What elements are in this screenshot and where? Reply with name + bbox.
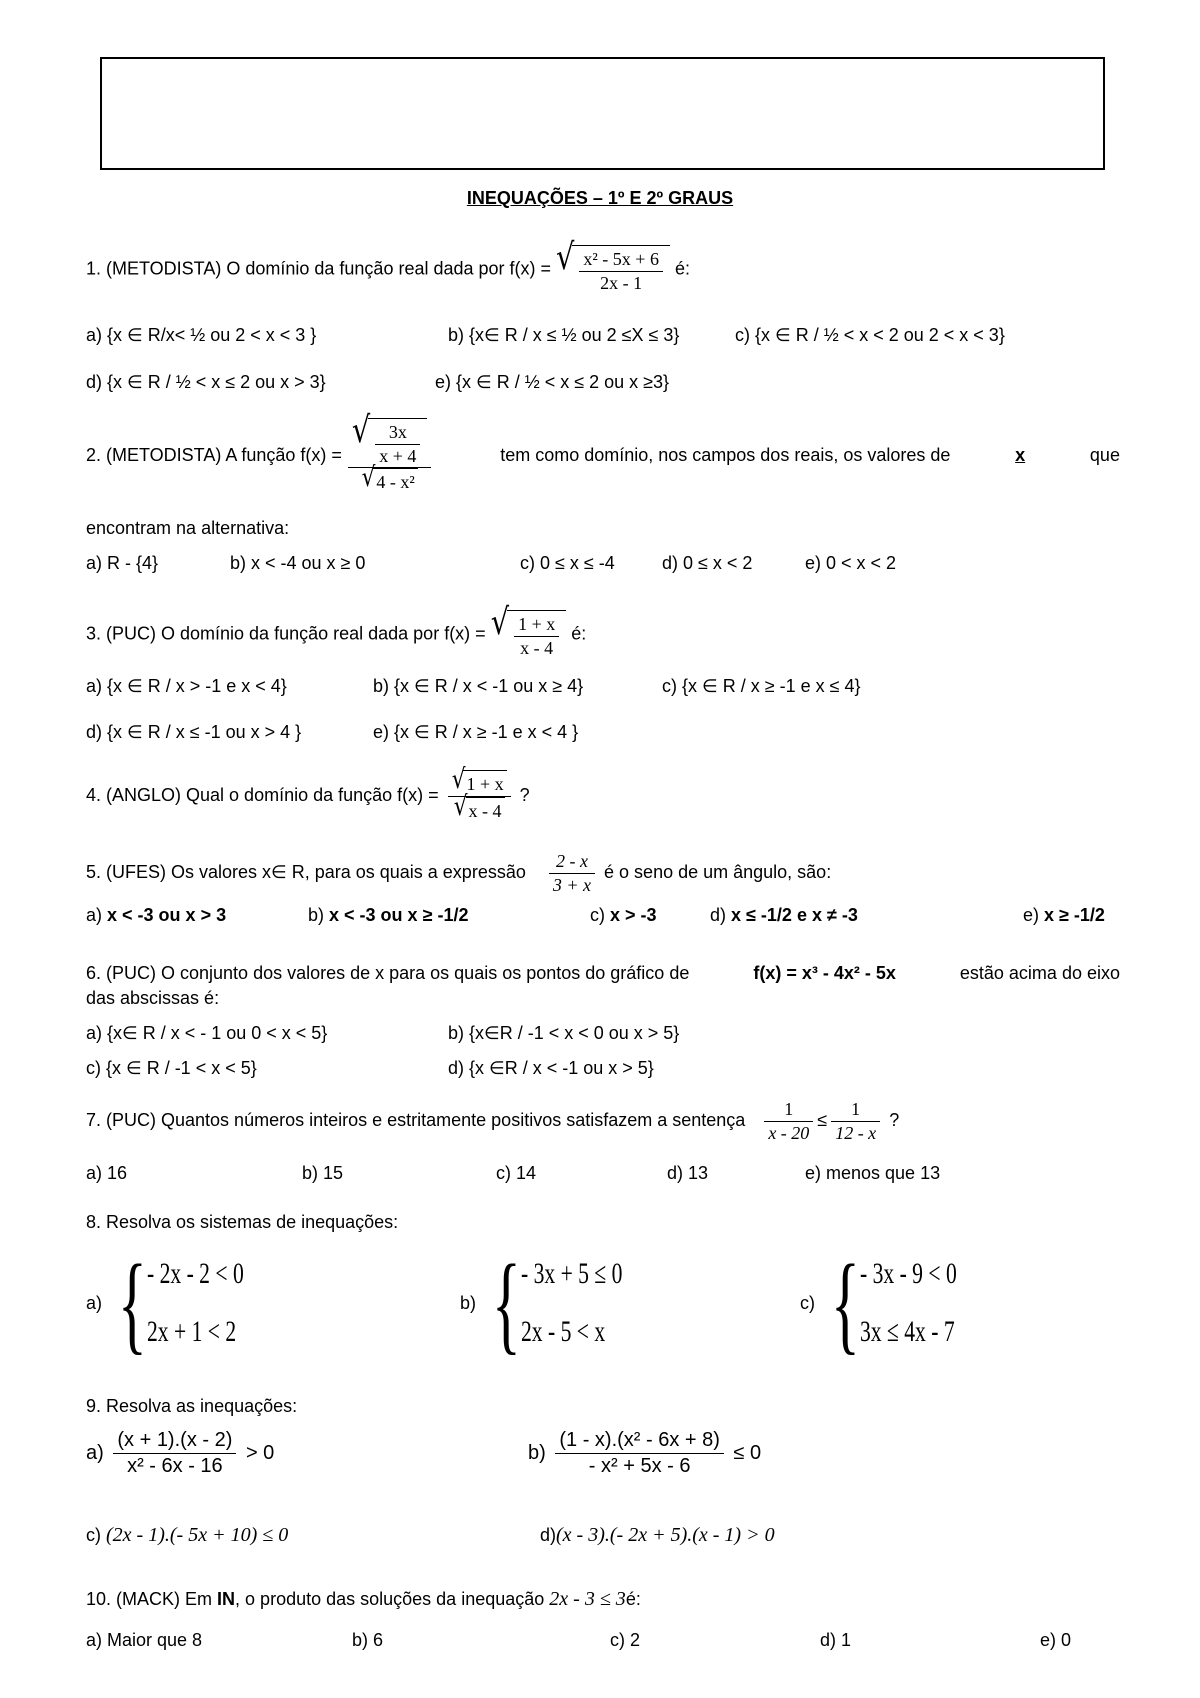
question-4-text: 4. (ANGLO) Qual o domínio da função f(x) = bbox=[86, 784, 439, 805]
q2-line-2: encontram na alternativa: bbox=[86, 518, 290, 538]
q7-option-c: c) 14 bbox=[496, 1163, 537, 1183]
q5-option-c: c) x > -3 bbox=[590, 905, 657, 925]
q4-numerator: 1 + x bbox=[463, 770, 506, 796]
question-5 bbox=[86, 850, 831, 896]
q6-option-b: b) {x∈R / -1 < x < 0 ou x > 5} bbox=[448, 1023, 680, 1043]
q4-denominator: x - 4 bbox=[466, 797, 505, 823]
q5-option-a: a) x < -3 ou x > 3 bbox=[86, 905, 227, 925]
q5-option-b: b) x < -3 ou x ≥ -1/2 bbox=[308, 905, 469, 925]
q2-denominator: 4 - x² bbox=[373, 468, 417, 494]
question-9: 9. Resolva as inequações: bbox=[86, 1396, 298, 1416]
q5-denominator: 3 + x bbox=[552, 874, 592, 895]
q9-item-c: c) (2x - 1).(- 5x + 10) ≤ 0 bbox=[86, 1524, 289, 1546]
q8-system-a: a) { - 2x - 2 < 0 2x + 1 < 2 bbox=[86, 1242, 244, 1364]
q1-option-d: d) {x ∈ R / ½ < x ≤ 2 ou x > 3} bbox=[86, 372, 326, 392]
q5-option-e: e) x ≥ -1/2 bbox=[1023, 905, 1105, 925]
header-box bbox=[100, 57, 1105, 170]
q1-option-b: b) {x∈ R / x ≤ ½ ou 2 ≤X ≤ 3} bbox=[448, 325, 680, 345]
q2-inner-denominator: x + 4 bbox=[379, 445, 417, 466]
q2-option-e: e) 0 < x < 2 bbox=[805, 553, 897, 573]
q3-option-d: d) {x ∈ R / x ≤ -1 ou x > 4 } bbox=[86, 722, 302, 742]
q9-item-a: a) $\frac{(x + 1).(x - 2)}{\text{x² - 6x - 16}}$ > 0 bbox=[86, 1429, 275, 1477]
q7-option-d: d) 13 bbox=[667, 1163, 709, 1183]
q2-option-b: b) x < -4 ou x ≥ 0 bbox=[230, 553, 366, 573]
q2-rest-a: tem como domínio, nos campos dos reais, os valores de bbox=[500, 445, 951, 466]
q6-text-a: 6. (PUC) O conjunto dos valores de x para os quais os pontos do gráfico de bbox=[86, 963, 690, 983]
q1-option-e: e) {x ∈ R / ½ < x ≤ 2 ou x ≥3} bbox=[435, 372, 670, 392]
q3-option-b: b) {x ∈ R / x < -1 ou x ≥ 4} bbox=[373, 676, 584, 696]
question-7 bbox=[86, 1098, 899, 1144]
q7-fraction-1: $\frac{1}{x - 20}$ bbox=[764, 1098, 813, 1144]
q3-option-e: e) {x ∈ R / x ≥ -1 e x < 4 } bbox=[373, 722, 579, 742]
q1-numerator: x² - 5x + 6 bbox=[579, 248, 663, 272]
question-4 bbox=[86, 764, 530, 823]
q4-after: ? bbox=[519, 784, 530, 805]
q6-text-b: estão acima do eixo bbox=[959, 963, 1120, 983]
question-3 bbox=[86, 600, 587, 659]
worksheet-title: INEQUAÇÕES – 1º E 2º GRAUS bbox=[466, 188, 734, 208]
question-10: 10. (MACK) Em IN, o produto das soluções da inequação 2x - 3 ≤ 3é: bbox=[86, 1588, 641, 1610]
q2-option-a: a) R - {4} bbox=[86, 553, 159, 573]
q5-numerator: 2 - x bbox=[549, 850, 595, 874]
question-7-text: 7. (PUC) Quantos números inteiros e estritamente positivos satisfazem a sentença bbox=[86, 1109, 746, 1130]
q7-option-e: e) menos que 13 bbox=[805, 1163, 941, 1183]
question-5-text: 5. (UFES) Os valores x∈ R, para os quais a expressão bbox=[86, 861, 526, 882]
q7-fraction-2: $\frac{1}{12 - x}$ bbox=[831, 1098, 880, 1144]
q10-option-e: e) 0 bbox=[1040, 1630, 1072, 1650]
q7-after: ? bbox=[889, 1109, 900, 1130]
q3-after: é: bbox=[571, 623, 587, 644]
q3-sqrt: √ $\frac{1 + x}{x - 4}$ bbox=[491, 610, 567, 659]
q5-after: é o seno de um ângulo, são: bbox=[604, 861, 832, 882]
q2-variable: x bbox=[1015, 445, 1026, 466]
q5-option-d: d) x ≤ -1/2 e x ≠ -3 bbox=[710, 905, 858, 925]
q2-inner-numerator: 3x bbox=[375, 421, 420, 445]
q7-relation: ≤ bbox=[817, 1109, 828, 1130]
q1-after: é: bbox=[674, 258, 690, 279]
q1-option-a: a) {x ∈ R/x< ½ ou 2 < x < 3 } bbox=[86, 325, 317, 345]
q3-numerator: 1 + x bbox=[514, 613, 559, 637]
q6-option-a: a) {x∈ R / x < - 1 ou 0 < x < 5} bbox=[86, 1023, 328, 1043]
q4-fraction: √ 1 + x √ x - 4 bbox=[448, 770, 511, 822]
q1-sqrt: √ $\frac{\text{x² - 5x + 6}}{2x - 1}$ bbox=[556, 245, 670, 294]
q10-option-d: d) 1 bbox=[820, 1630, 852, 1650]
question-1-text: 1. (METODISTA) O domínio da função real dada por f(x) = bbox=[86, 258, 552, 279]
q8-system-c: c) { - 3x - 9 < 0 3x ≤ 4x - 7 bbox=[800, 1242, 957, 1364]
q2-option-c: c) 0 ≤ x ≤ -4 bbox=[520, 553, 615, 573]
q10-option-c: c) 2 bbox=[610, 1630, 641, 1650]
q9-item-b: b) $\frac{\text{(1 - x).(x² - 6x + 8)}}{\text{- x² + 5x - 6}}$ ≤ 0 bbox=[528, 1429, 762, 1477]
question-1 bbox=[86, 235, 690, 294]
q6-line-2: das abscissas é: bbox=[86, 988, 220, 1008]
q9-a-fraction: $\frac{(x + 1).(x - 2)}{\text{x² - 6x - 16}}$ bbox=[113, 1428, 236, 1479]
question-2-text: 2. (METODISTA) A função f(x) = bbox=[86, 445, 342, 466]
q1-denominator: 2x - 1 bbox=[600, 272, 643, 293]
question-3-text: 3. (PUC) O domínio da função real dada por f(x) = bbox=[86, 623, 486, 644]
q8-system-b: b) { - 3x + 5 ≤ 0 2x - 5 < x bbox=[460, 1242, 623, 1364]
q9-item-d: d)(x - 3).(- 2x + 5).(x - 1) > 0 bbox=[540, 1524, 775, 1546]
q9-b-fraction: $\frac{\text{(1 - x).(x² - 6x + 8)}}{\text{- x² + 5x - 6}}$ bbox=[555, 1428, 724, 1479]
q10-option-a: a) Maior que 8 bbox=[86, 1630, 203, 1650]
q2-option-d: d) 0 ≤ x < 2 bbox=[662, 553, 753, 573]
question-6 bbox=[86, 963, 1120, 984]
question-2 bbox=[86, 408, 1120, 494]
q2-rest-b: que bbox=[1089, 445, 1120, 466]
q10-option-b: b) 6 bbox=[352, 1630, 384, 1650]
q7-option-b: b) 15 bbox=[302, 1163, 344, 1183]
q2-fraction: √ $\frac{3x}{x + 4}$ √ 4 - x² bbox=[348, 418, 432, 494]
q6-option-d: d) {x ∈R / x < -1 ou x > 5} bbox=[448, 1058, 654, 1078]
q3-option-a: a) {x ∈ R / x > -1 e x < 4} bbox=[86, 676, 287, 696]
q5-fraction bbox=[549, 850, 595, 896]
q3-denominator: x - 4 bbox=[520, 637, 554, 658]
q1-option-c: c) {x ∈ R / ½ < x < 2 ou 2 < x < 3} bbox=[735, 325, 1005, 345]
q7-option-a: a) 16 bbox=[86, 1163, 128, 1183]
q6-option-c: c) {x ∈ R / -1 < x < 5} bbox=[86, 1058, 257, 1078]
q6-function: f(x) = x³ - 4x² - 5x bbox=[753, 963, 896, 983]
q3-option-c: c) {x ∈ R / x ≥ -1 e x ≤ 4} bbox=[662, 676, 861, 696]
question-8: 8. Resolva os sistemas de inequações: bbox=[86, 1212, 399, 1232]
